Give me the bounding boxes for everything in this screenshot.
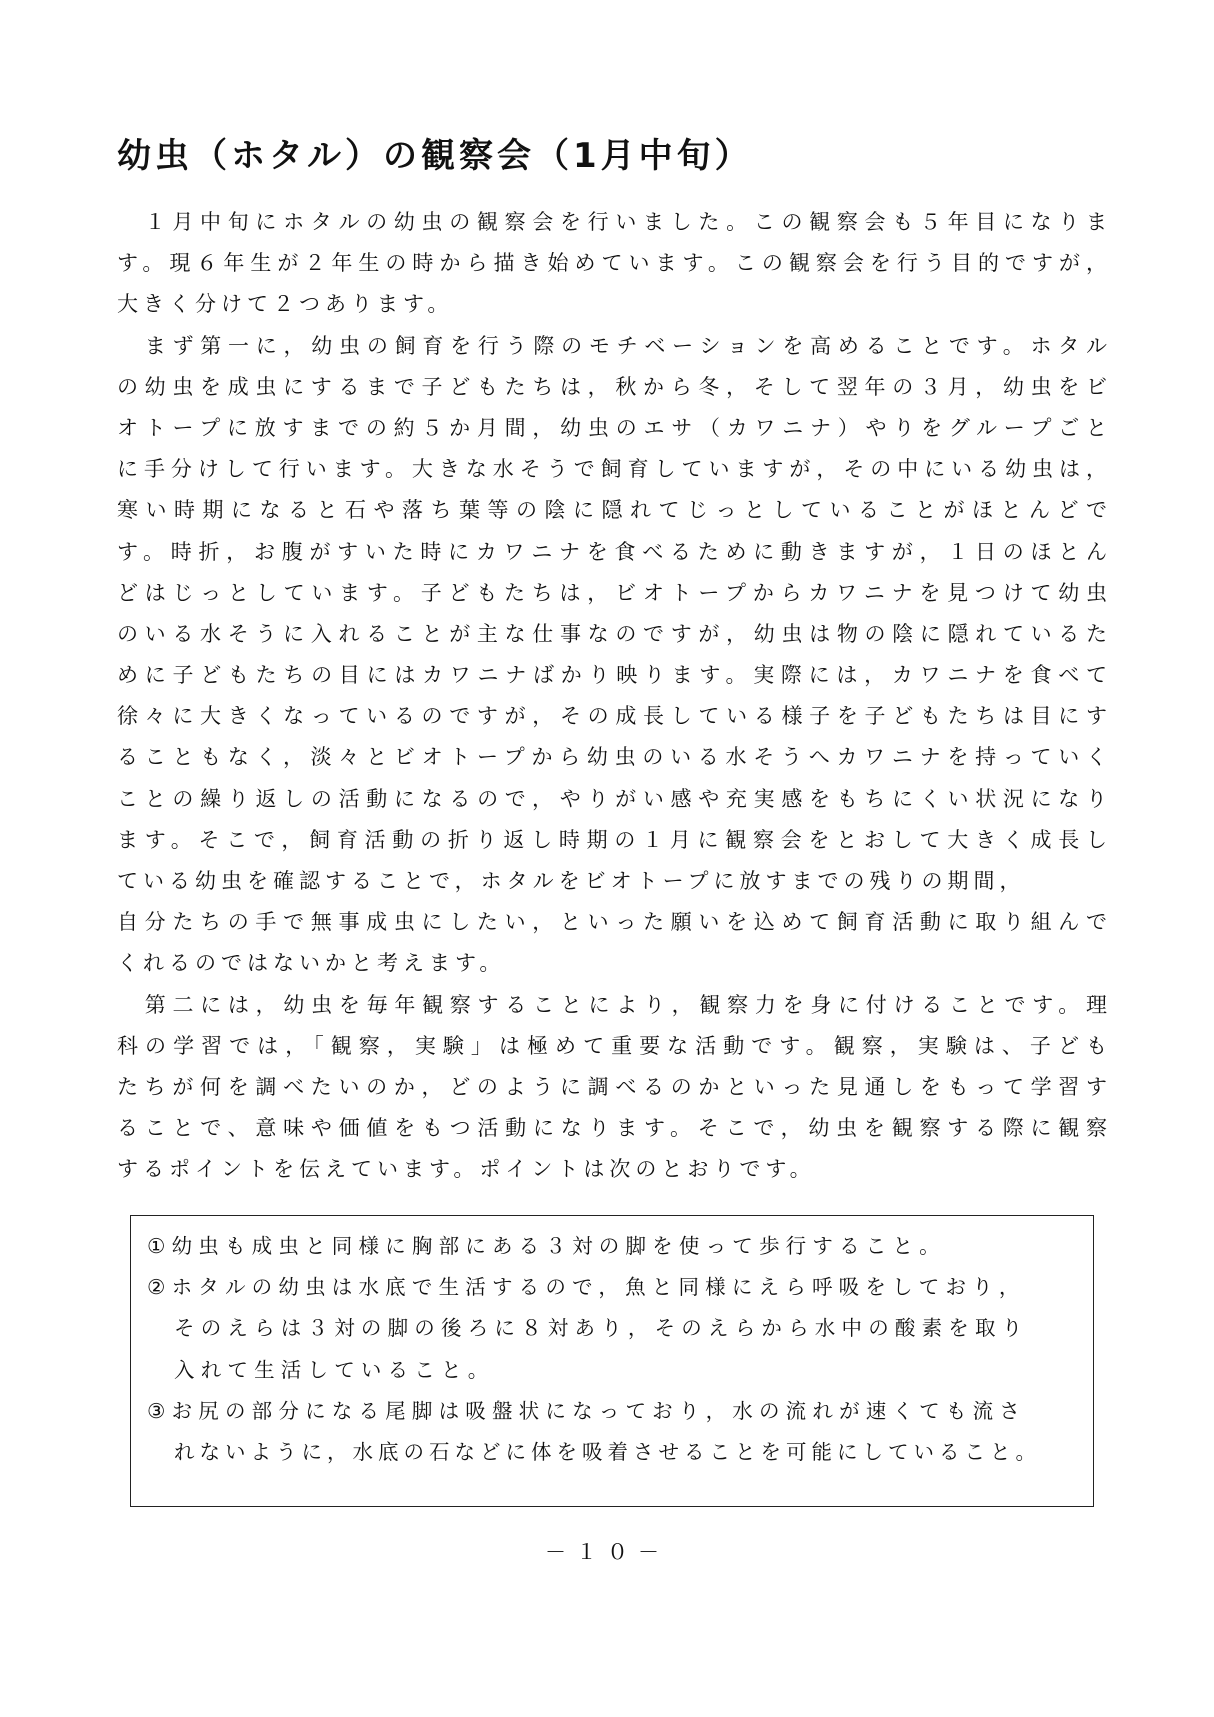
- text-line: １月中旬にホタルの幼虫の観察会を行いました。この観察会も５年目になりま: [117, 210, 1107, 234]
- text-line: まず第一に，幼虫の飼育を行う際のモチベーションを高めることです。ホタル: [117, 333, 1107, 358]
- text-line: ている幼虫を確認することで，ホタルをビオトープに放すまでの残りの期間，: [117, 869, 1026, 893]
- body-text: [117, 202, 1107, 1191]
- text-line: ることもなく，淡々とビオトープから幼虫のいる水そうへカワニナを持っていく: [117, 745, 1107, 770]
- text-line: ます。そこで，飼育活動の折り返し時期の１月に観察会をとおして大きく成長し: [117, 827, 1107, 852]
- point-item: ①幼虫も成虫と同様に胸部にある３対の脚を使って歩行すること。: [147, 1234, 946, 1258]
- text-line: どはじっとしています。子どもたちは，ビオトープからカワニナを見つけて幼虫: [117, 580, 1107, 605]
- text-line: たちが何を調べたいのか，どのように調べるのかといった見通しをもって学習す: [117, 1074, 1107, 1099]
- text-line: 科の学習では，「観察，実験」は極めて重要な活動です。観察，実験は、子ども: [117, 1033, 1107, 1058]
- paragraph-1: [117, 202, 1107, 326]
- point-item: ③お尻の部分になる尾脚は吸盤状になっており，水の流れが速くても流さ: [147, 1398, 1026, 1423]
- text-line: 自分たちの手で無事成虫にしたい，といった願いを込めて飼育活動に取り組んで: [117, 910, 1107, 935]
- observation-points-box: [130, 1215, 1094, 1507]
- text-line: 徐々に大きくなっているのですが，その成長している様子を子どもたちは目にす: [117, 704, 1107, 729]
- text-line: くれるのではないかと考えます。: [117, 951, 506, 976]
- paragraph-2: [117, 326, 1107, 985]
- paragraph-3: [117, 985, 1107, 1191]
- text-line: に手分けして行います。大きな水そうで飼育していますが，その中にいる幼虫は，: [117, 457, 1107, 482]
- text-line: のいる水そうに入れることが主な仕事なのですが，幼虫は物の陰に隠れているた: [117, 621, 1107, 646]
- text-line: 寒い時期になると石や落ち葉等の陰に隠れてじっとしていることがほとんどで: [117, 498, 1107, 523]
- point-item-continuation: そのえらは３対の脚の後ろに８対あり，そのえらから水中の酸素を取り: [174, 1316, 1029, 1341]
- text-line: 大きく分けて２つあります。: [117, 292, 454, 317]
- text-line: めに子どもたちの目にはカワニナばかり映ります。実際には，カワニナを食べて: [117, 663, 1107, 688]
- text-line: ことの繰り返しの活動になるので，やりがい感や充実感をもちにくい状況になり: [117, 786, 1107, 811]
- page-title: 幼虫（ホタル）の観察会（1月中旬）: [117, 136, 753, 176]
- point-item-continuation: 入れて生活していること。: [174, 1357, 495, 1382]
- text-line: す。現６年生が２年生の時から描き始めています。この観察会を行う目的ですが，: [117, 251, 1107, 276]
- text-line: 第二には，幼虫を毎年観察することにより，観察力を身に付けることです。理: [117, 992, 1107, 1017]
- text-line: の幼虫を成虫にするまで子どもたちは，秋から冬，そして翌年の３月，幼虫をビ: [117, 374, 1107, 399]
- point-item-continuation: れないように，水底の石などに体を吸着させることを可能にしていること。: [174, 1439, 1041, 1464]
- text-line: オトープに放すまでの約５か月間，幼虫のエサ（カワニナ）やりをグループごと: [117, 415, 1107, 440]
- page-number: －１０－: [545, 1540, 669, 1564]
- point-item: ②ホタルの幼虫は水底で生活するので，魚と同様にえら呼吸をしており，: [147, 1275, 1026, 1300]
- text-line: ることで、意味や価値をもつ活動になります。そこで，幼虫を観察する際に観察: [117, 1116, 1107, 1141]
- text-line: す。時折，お腹がすいた時にカワニナを食べるために動きますが，１日のほとん: [117, 539, 1107, 564]
- text-line: するポイントを伝えています。ポイントは次のとおりです。: [117, 1157, 816, 1182]
